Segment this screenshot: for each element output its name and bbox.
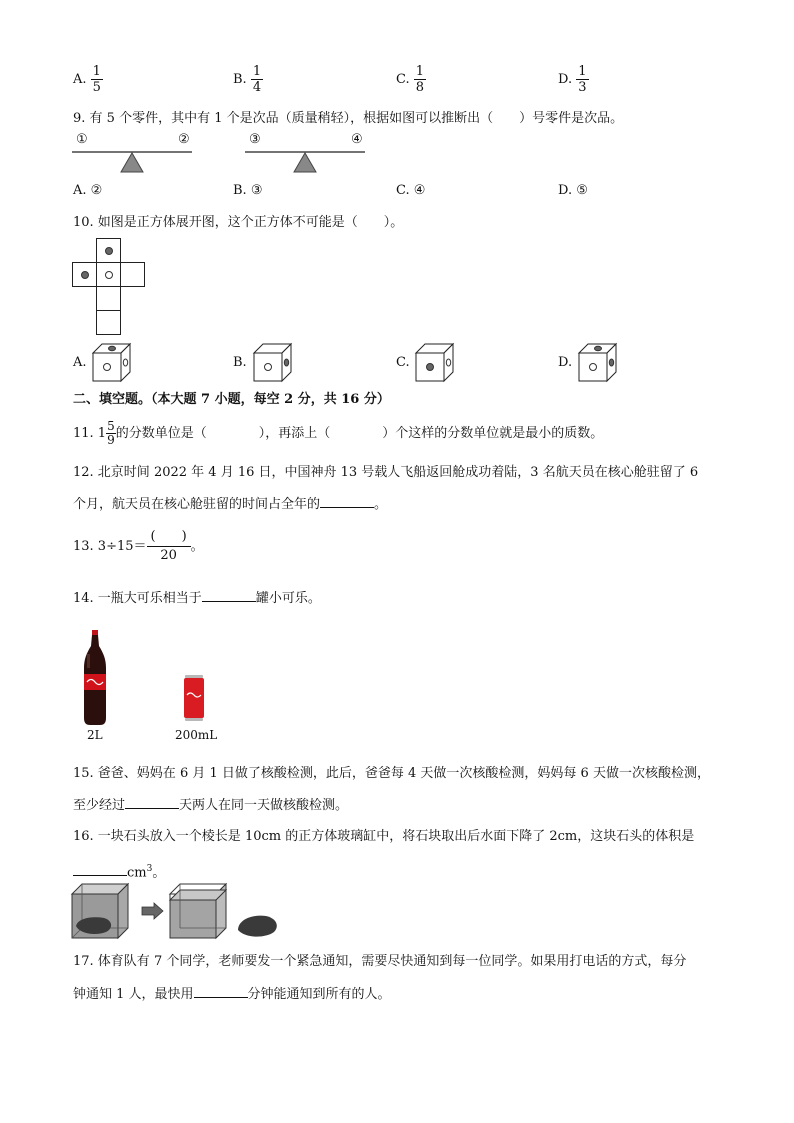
net-face	[96, 238, 121, 263]
fraction: $\frac{1}{5}$	[92, 64, 101, 95]
net-face	[96, 310, 121, 335]
fraction: $\frac{1}{4}$	[252, 64, 262, 95]
q10-option-a[interactable]: A.	[73, 355, 87, 370]
q9-option-b[interactable]: B. ③	[233, 183, 263, 198]
q10-option-c[interactable]: C.	[396, 355, 410, 370]
q8-option-a[interactable]: A. $\frac{1}{5}$	[73, 64, 101, 95]
scale1-drawing	[72, 132, 192, 174]
q8-option-c[interactable]: C. $\frac{1}{8}$	[396, 64, 425, 95]
scale2-drawing	[245, 132, 365, 174]
balance-scale-2	[245, 132, 365, 174]
q9-option-c[interactable]: C. ④	[396, 183, 426, 198]
q15-line1: 15. 爸爸、妈妈在 6 月 1 日做了核酸检测，此后，爸爸每 4 天做一次核酸检测，妈妈每 6 天做一次核酸检测，	[73, 766, 710, 781]
net-face	[96, 286, 121, 311]
q16-line1: 16. 一块石头放入一个棱长是 10cm 的正方体玻璃缸中，将石块取出后水面下降了 2cm，这块石头的体积是	[73, 829, 695, 844]
q9-option-d[interactable]: D. ⑤	[558, 183, 588, 198]
scale2-right-label: ④	[351, 132, 363, 147]
cube-option-a	[92, 343, 132, 383]
answer-blank[interactable]	[73, 863, 127, 876]
fraction-blank[interactable]: $\frac{( )}{20}$	[147, 528, 191, 565]
scale1-left-label: ①	[76, 132, 88, 147]
q9-option-a[interactable]: A. ②	[73, 183, 103, 198]
q17-line2: 钟通知 1 人，最快用 分钟能通知到所有的人。	[73, 987, 391, 1002]
glass-tank-diagram	[70, 882, 280, 940]
q17-line1: 17. 体育队有 7 个同学，老师要发一个紧急通知，需要尽快通知到每一位同学。如果用打电话的方式，每分	[73, 954, 687, 969]
label-2l: 2L	[87, 728, 103, 742]
q12-line1: 12. 北京时间 2022 年 4 月 16 日，中国神舟 13 号载人飞船返回舱成功着陆，3 名航天员在核心舱驻留了 6	[73, 465, 699, 480]
answer-blank[interactable]	[202, 589, 256, 602]
q10-text: 10. 如图是正方体展开图，这个正方体不可能是（ ）。	[73, 215, 404, 230]
cube-option-b	[253, 343, 293, 383]
answer-blank[interactable]	[320, 495, 374, 508]
cube-net	[72, 238, 152, 342]
mixed-fraction: $\frac{5}{9}$	[107, 419, 115, 447]
q14-text: 14. 一瓶大可乐相当于 罐小可乐。	[73, 591, 321, 606]
q15-line2: 至少经过 天两人在同一天做核酸检测。	[73, 798, 349, 813]
q8-option-b[interactable]: B. $\frac{1}{4}$	[233, 64, 262, 95]
scale1-right-label: ②	[178, 132, 190, 147]
q10-option-b[interactable]: B.	[233, 355, 247, 370]
net-face	[72, 262, 97, 287]
answer-blank[interactable]	[194, 985, 248, 998]
net-face	[120, 262, 145, 287]
empty-dot	[105, 271, 113, 279]
q10-option-d[interactable]: D.	[558, 355, 573, 370]
answer-blank[interactable]	[125, 796, 179, 809]
q16-line2: $cm^3$。	[73, 860, 165, 882]
cube-option-d	[578, 343, 618, 383]
cola-bottle-image	[80, 630, 110, 726]
q9-text: 9. 有 5 个零件，其中有 1 个是次品（质量稍轻），根据如图可以推断出（ ）号零件是次品。	[73, 111, 624, 126]
q13-text: 13. 3÷15＝ $\frac{( )}{20}$ 。	[73, 529, 204, 563]
fraction: $\frac{1}{3}$	[578, 64, 587, 95]
scale2-left-label: ③	[249, 132, 261, 147]
q8-option-d[interactable]: D. $\frac{1}{3}$	[558, 64, 587, 95]
label-200ml: 200mL	[175, 728, 218, 742]
q12-line2: 个月，航天员在核心舱驻留的时间占全年的 。	[73, 497, 388, 512]
net-face	[96, 262, 121, 287]
balance-scale-1	[72, 132, 192, 174]
filled-dot	[81, 271, 89, 279]
filled-dot	[105, 247, 113, 255]
cola-can-image	[183, 675, 205, 721]
cube-option-c	[415, 343, 455, 383]
section-title: 二、填空题。（本大题 7 小题，每空 2 分，共 16 分）	[73, 392, 390, 407]
fraction: $\frac{1}{8}$	[415, 64, 425, 95]
q11-text: 11. 1 $\frac{5}{9}$ 的分数单位是（ ），再添上（ ）个这样的分数单位就是最小的质数。	[73, 419, 604, 447]
